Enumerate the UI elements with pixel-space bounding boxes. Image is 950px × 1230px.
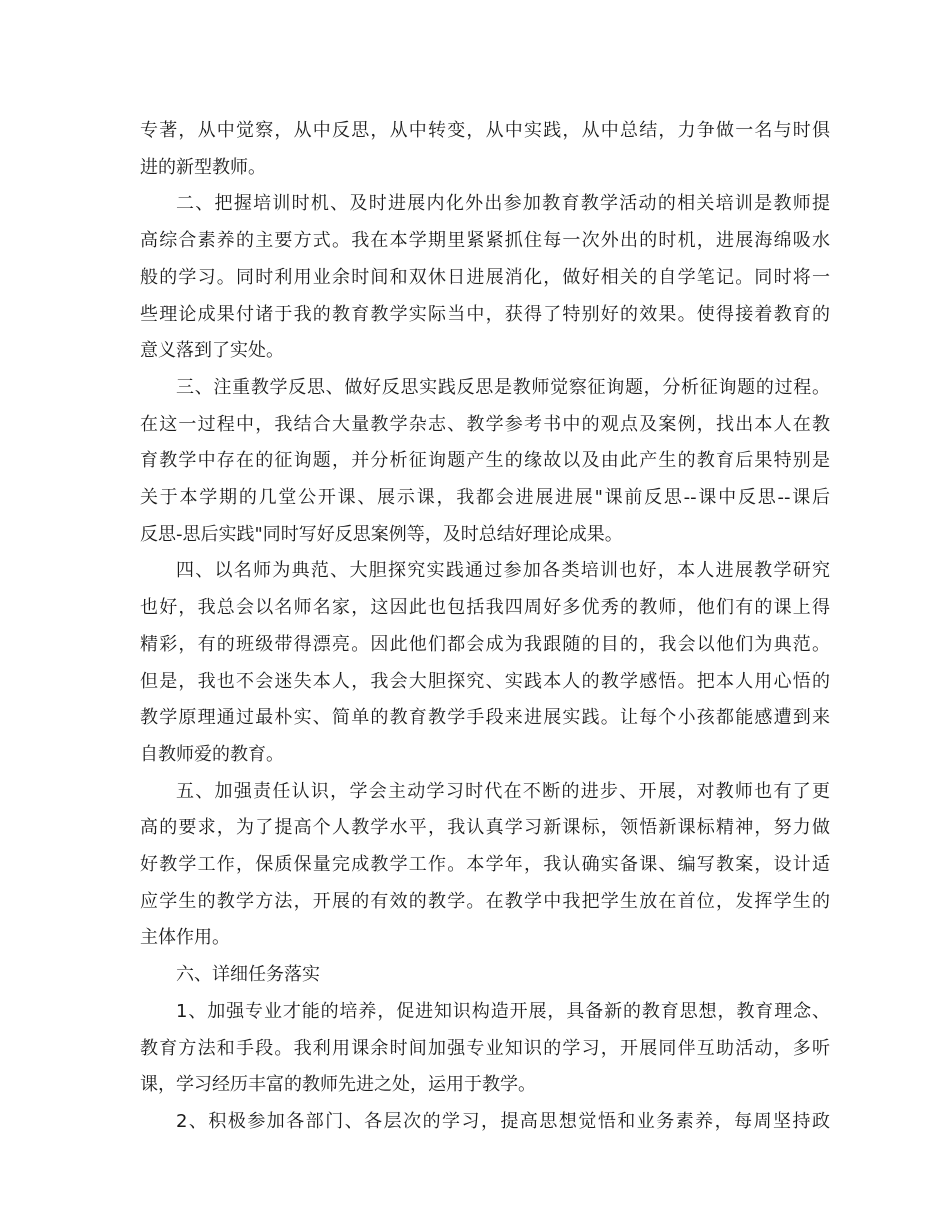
text-line: 二、把握培训时机、及时进展内化外出参加教育教学活动的相关培训是教师提 xyxy=(176,193,830,215)
paragraph xyxy=(140,370,830,554)
text-line: 四、以名师为典范、大胆探究实践通过参加各类培训也好，本人进展教学研究 xyxy=(176,560,830,582)
text-line: 三、注重教学反思、做好反思实践反思是教师觉察征询题，分析征询题的过程。 xyxy=(176,376,830,398)
paragraph xyxy=(140,957,830,994)
text-line: 好教学工作，保质保量完成教学工作。本学年，我认确实备课、编写教案，设计适 xyxy=(140,854,830,876)
section-heading: 六、详细任务落实 xyxy=(176,964,320,986)
text-line: 主体作用。 xyxy=(140,927,230,949)
text-line: 在这一过程中，我结合大量教学杂志、教学参考书中的观点及案例，找出本人在教 xyxy=(140,413,830,435)
paragraph xyxy=(140,1104,830,1141)
text-line: 教学原理通过最朴实、简单的教育教学手段来进展实践。让每个小孩都能感遭到来 xyxy=(140,707,830,729)
document-body xyxy=(140,113,830,1141)
text-line: 些理论成果付诸于我的教育教学实际当中，获得了特别好的效果。使得接着教育的 xyxy=(140,303,830,325)
text-line: 也好，我总会以名师名家，这因此也包括我四周好多优秀的教师，他们有的课上得 xyxy=(140,597,830,619)
text-line: 2、积极参加各部门、各层次的学习，提高思想觉悟和业务素养，每周坚持政 xyxy=(176,1110,830,1132)
paragraph xyxy=(140,774,830,958)
paragraph xyxy=(140,553,830,773)
text-line: 教育方法和手段。我利用课余时间加强专业知识的学习，开展同伴互助活动，多听 xyxy=(140,1037,830,1059)
text-line: 意义落到了实处。 xyxy=(140,340,284,362)
text-line: 应学生的教学方法，开展的有效的教学。在教学中我把学生放在首位，发挥学生的 xyxy=(140,890,830,912)
text-line: 专著，从中觉察，从中反思，从中转变，从中实践，从中总结，力争做一名与时俱 xyxy=(140,120,830,141)
text-line: 但是，我也不会迷失本人，我会大胆探究、实践本人的教学感悟。把本人用心悟的 xyxy=(140,670,830,692)
text-line: 精彩，有的班级带得漂亮。因此他们都会成为我跟随的目的，我会以他们为典范。 xyxy=(140,633,830,655)
text-line: 五、加强责任认识，学会主动学习时代在不断的进步、开展，对教师也有了更 xyxy=(176,780,830,802)
text-line: 自教师爱的教育。 xyxy=(140,743,284,765)
text-line: 进的新型教师。 xyxy=(140,156,266,178)
text-line: 关于本学期的几堂公开课、展示课，我都会进展进展"课前反思--课中反思--课后 xyxy=(140,487,830,509)
text-line: 反思-思后实践"同时写好反思案例等，及时总结好理论成果。 xyxy=(140,523,623,545)
paragraph xyxy=(140,994,830,1104)
text-line: 般的学习。同时利用业余时间和双休日进展消化，做好相关的自学笔记。同时将一 xyxy=(140,266,830,288)
paragraph xyxy=(140,186,830,370)
paragraph xyxy=(140,113,830,186)
text-line: 高综合素养的主要方式。我在本学期里紧紧抓住每一次外出的时机，进展海绵吸水 xyxy=(140,230,830,252)
text-line: 育教学中存在的征询题，并分析征询题产生的缘故以及由此产生的教育后果特别是 xyxy=(140,450,830,472)
text-line: 高的要求，为了提高个人教学水平，我认真学习新课标，领悟新课标精神，努力做 xyxy=(140,817,830,839)
text-line: 课，学习经历丰富的教师先进之处，运用于教学。 xyxy=(140,1074,536,1096)
text-line: 1、加强专业才能的培养，促进知识构造开展，具备新的教育思想，教育理念、 xyxy=(176,1000,830,1022)
